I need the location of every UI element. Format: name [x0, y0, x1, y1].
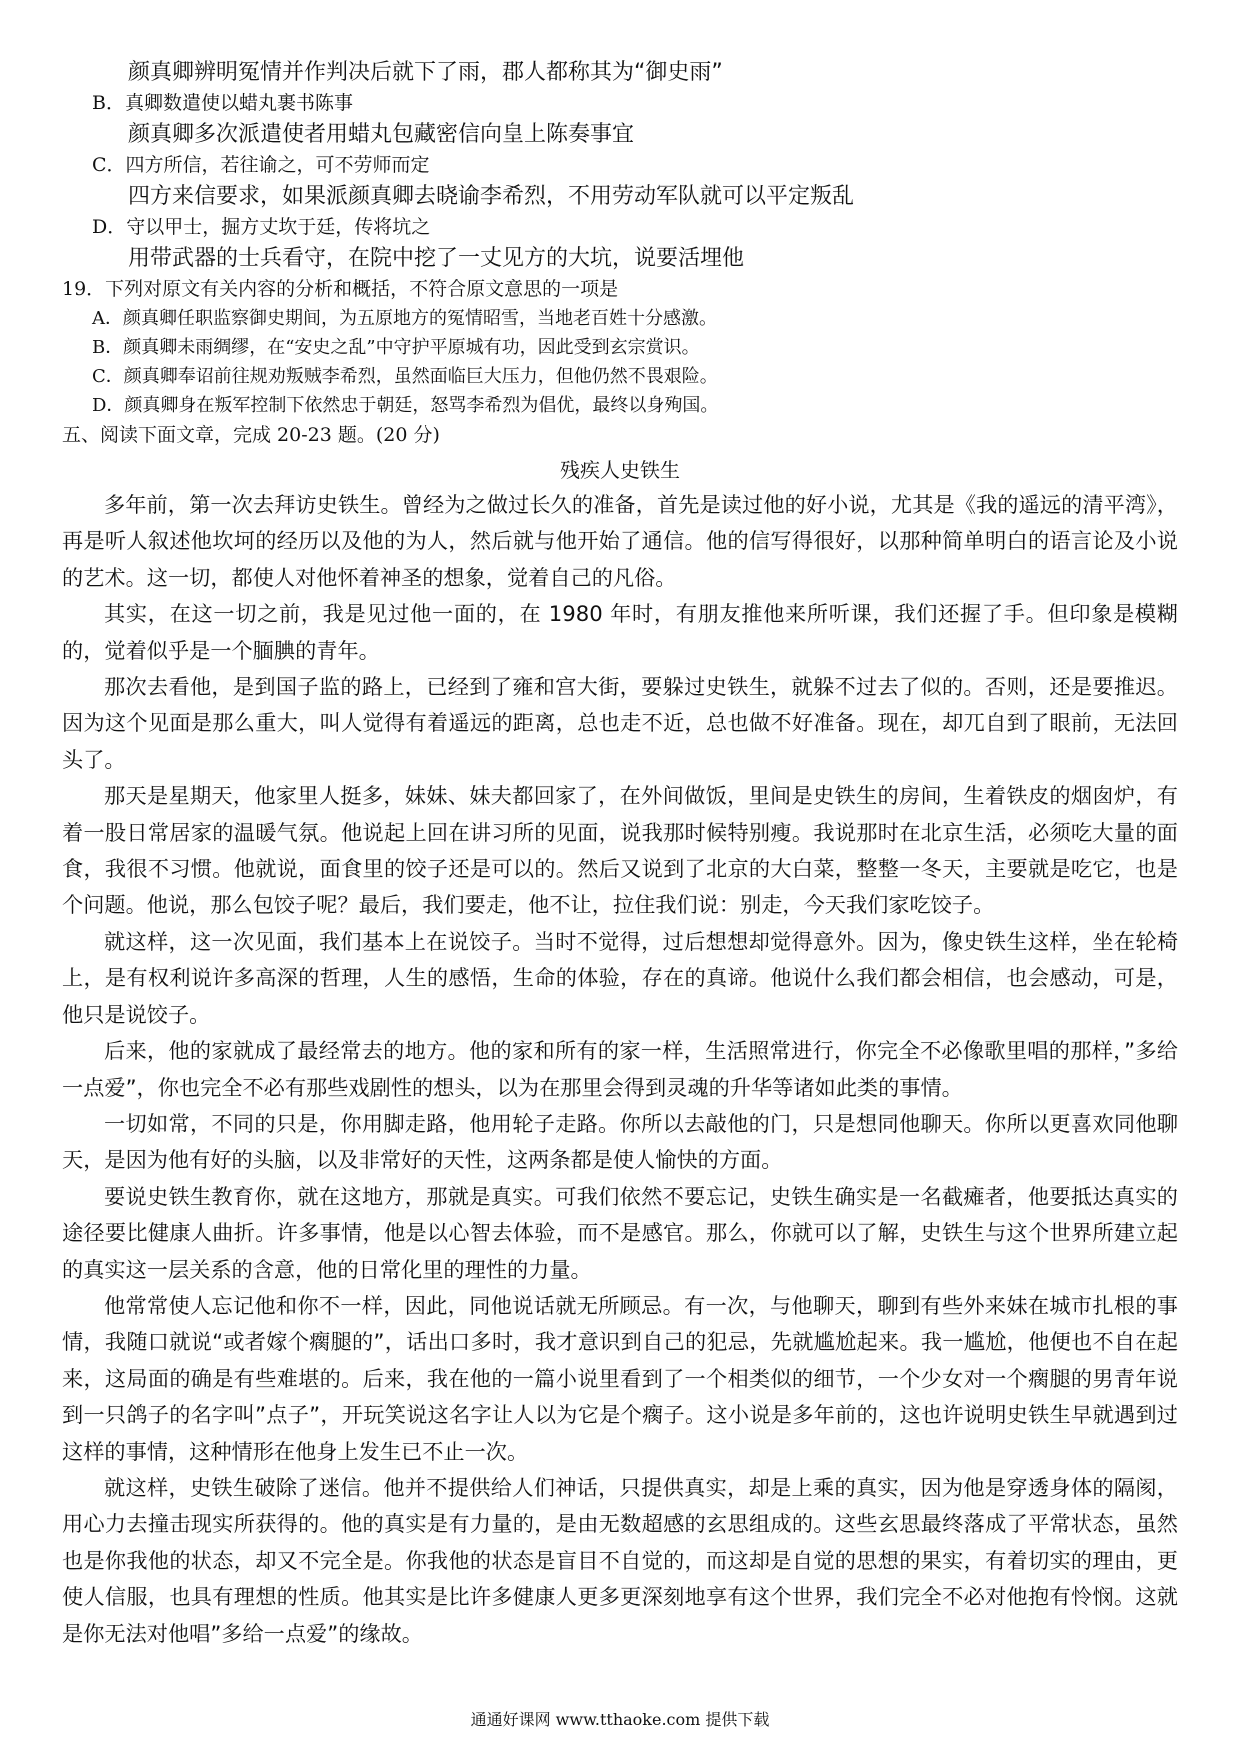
q18-option-c-translation: 四方来信要求，如果派颜真卿去晓谕李希烈，不用劳动军队就可以平定叛乱 — [128, 184, 855, 209]
q18-option-b-translation: 颜真卿多次派遣使者用蜡丸包藏密信向皇上陈奏事宜 — [128, 122, 635, 147]
section-five-heading: 五、阅读下面文章，完成 20-23 题。(20 分) — [62, 424, 440, 446]
q19-option-c: C．颜真卿奉诏前往规劝叛贼李希烈，虽然面临巨大压力，但他仍然不畏艰险。 — [92, 366, 718, 387]
article-paragraph: 后来，他的家就成了最经常去的地方。他的家和所有的家一样，生活照常进行，你完全不必像歌里唱的那样，”多给一点爱”，你也完全不必有那些戏剧性的想头，以为在那里会得到灵魂的升华等诸如此类的事情。 — [62, 1038, 1178, 1100]
article-paragraph: 多年前，第一次去拜访史铁生。曾经为之做过长久的准备，首先是读过他的好小说，尤其是《我的遥远的清平湾》，再是听人叙述他坎坷的经历以及他的为人，然后就与他开始了通信。他的信写得很好，以那种简单明白的语言论及小说的艺术。这一切，都使人对他怀着神圣的想象，觉着自己的凡俗。 — [62, 492, 1178, 590]
q19-stem: 19．下列对原文有关内容的分析和概括，不符合原文意思的一项是 — [62, 278, 619, 300]
q18-option-c-source: C．四方所信，若往谕之，可不劳师而定 — [92, 154, 430, 176]
article-body — [62, 487, 1178, 1652]
article-paragraph: 那次去看他，是到国子监的路上，已经到了雍和宫大街，要躲过史铁生，就躲不过去了似的。否则，还是要推迟。因为这个见面是那么重大，叫人觉得有着遥远的距离，总也走不近，总也做不好准备。现在，却兀自到了眼前，无法回头了。 — [62, 674, 1178, 772]
article-paragraph: 其实，在这一切之前，我是见过他一面的，在 1980 年时，有朋友推他来所听课，我们还握了手。但印象是模糊的，觉着似乎是一个腼腆的青年。 — [62, 601, 1178, 663]
article-paragraph: 那天是星期天，他家里人挺多，妹妹、妹夫都回家了，在外间做饭，里间是史铁生的房间，生着铁皮的烟囱炉，有着一股日常居家的温暖气氛。他说起上回在讲习所的见面，说我那时候特别瘦。我说那时在北京生活，必须吃大量的面食，我很不习惯。他就说，面食里的饺子还是可以的。然后又说到了北京的大白菜，整整一冬天，主要就是吃它，也是个问题。他说，那么包饺子呢？最后，我们要走，他不让，拉住我们说：别走，今天我们家吃饺子。 — [62, 783, 1178, 918]
exam-page — [62, 56, 1178, 1652]
article-paragraph: 就这样，史铁生破除了迷信。他并不提供给人们神话，只提供真实，却是上乘的真实，因为他是穿透身体的隔阂，用心力去撞击现实所获得的。他的真实是有力量的，是由无数超感的玄思组成的。这些玄思最终落成了平常状态，虽然也是你我他的状态，却又不完全是。你我他的状态是盲目不自觉的，而这却是自觉的思想的果实，有着切实的理由，更使人信服，也具有理想的性质。他其实是比许多健康人更多更深刻地享有这个世界，我们完全不必对他抱有怜悯。这就是你无法对他唱”多给一点爱”的缘故。 — [62, 1474, 1178, 1646]
article-paragraph: 要说史铁生教育你，就在这地方，那就是真实。可我们依然不要忘记，史铁生确实是一名截瘫者，他要抵达真实的途径要比健康人曲折。许多事情，他是以心智去体验，而不是感官。那么，你就可以了解，史铁生与这个世界所建立起的真实这一层关系的含意，他的日常化里的理性的力量。 — [62, 1183, 1178, 1282]
page-footer: 通通好课网 www.tthaoke.com 提供下载 — [470, 1710, 770, 1729]
q19-option-a: A．颜真卿任职监察御史期间，为五原地方的冤情昭雪，当地老百姓十分感激。 — [92, 308, 717, 329]
q18-option-a-translation: 颜真卿辨明冤情并作判决后就下了雨，郡人都称其为“御史雨” — [128, 60, 723, 85]
article-paragraph: 就这样，这一次见面，我们基本上在说饺子。当时不觉得，过后想想却觉得意外。因为，像史铁生这样，坐在轮椅上，是有权利说许多高深的哲理，人生的感悟，生命的体验，存在的真谛。他说什么我们都会相信，也会感动，可是，他只是说饺子。 — [62, 928, 1178, 1027]
q19-option-d: D．颜真卿身在叛军控制下依然忠于朝廷，怒骂李希烈为倡优，最终以身殉国。 — [92, 395, 719, 416]
article-title: 残疾人史铁生 — [560, 458, 680, 482]
q18-option-d-source: D．守以甲士，掘方丈坎于廷，传将坑之 — [92, 216, 431, 238]
article-paragraph: 他常常使人忘记他和你不一样，因此，同他说话就无所顾忌。有一次，与他聊天，聊到有些外来妹在城市扎根的事情，我随口就说“或者嫁个瘸腿的”，话出口多时，我才意识到自己的犯忌，先就尴尬起来。我一尴尬，他便也不自在起来，这局面的确是有些难堪的。后来，我在他的一篇小说里看到了一个相类似的细节，一个少女对一个瘸腿的男青年说到一只鸽子的名字叫”点子”，开玩笑说这名字让人以为它是个瘸子。这小说是多年前的，这也许说明史铁生早就遇到过这样的事情，这种情形在他身上发生已不止一次。 — [62, 1292, 1178, 1464]
q18-option-b-source: B．真卿数遣使以蜡丸裹书陈事 — [92, 92, 353, 114]
q19-option-b: B．颜真卿未雨绸缪，在“安史之乱”中守护平原城有功，因此受到玄宗赏识。 — [92, 337, 700, 358]
article-paragraph: 一切如常，不同的只是，你用脚走路，他用轮子走路。你所以去敲他的门，只是想同他聊天。你所以更喜欢同他聊天，是因为他有好的头脑，以及非常好的天性，这两条都是使人愉快的方面。 — [62, 1110, 1178, 1173]
q18-option-d-translation: 用带武器的士兵看守，在院中挖了一丈见方的大坑，说要活埋他 — [128, 246, 745, 271]
